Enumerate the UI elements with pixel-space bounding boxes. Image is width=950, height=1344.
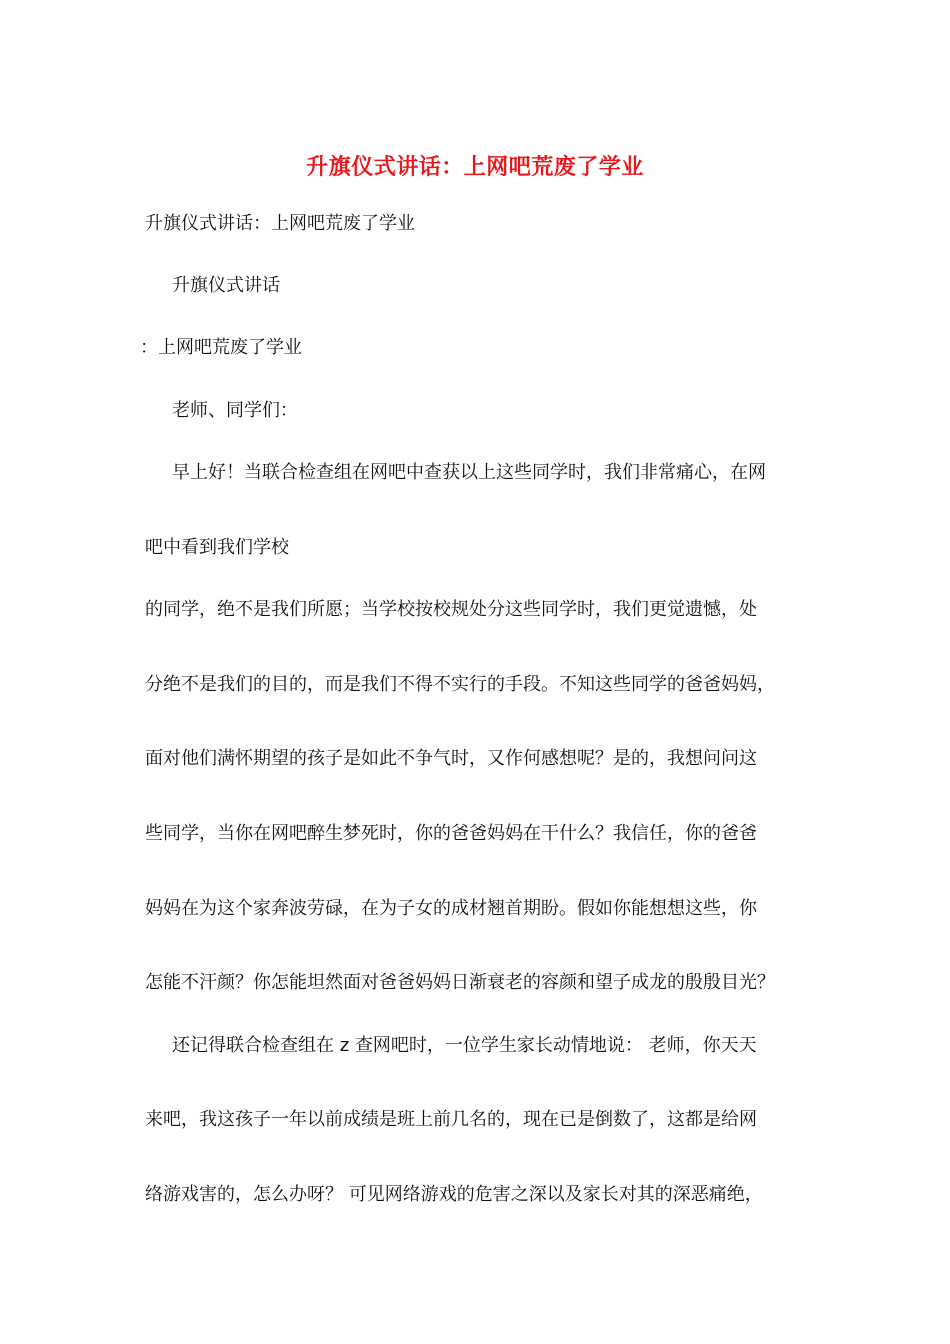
body-line: 早上好！当联合检查组在网吧中查获以上这些同学时，我们非常痛心，在网: [172, 462, 766, 483]
body-line: 分绝不是我们的目的，而是我们不得不实行的手段。不知这些同学的爸爸妈妈，: [145, 674, 775, 695]
body-line-subtitle: 升旗仪式讲话：上网吧荒废了学业: [145, 213, 415, 234]
body-line: 来吧，我这孩子一年以前成绩是班上前几名的，现在已是倒数了，这都是给网: [145, 1109, 757, 1130]
document-title: 升旗仪式讲话：上网吧荒废了学业: [306, 154, 644, 180]
body-line-heading-continued: ：上网吧荒废了学业: [140, 337, 302, 358]
body-line: 妈妈在为这个家奔波劳碌，在为子女的成材翘首期盼。假如你能想想这些，你: [145, 898, 757, 919]
body-line: 些同学，当你在网吧醉生梦死时，你的爸爸妈妈在干什么？我信任，你的爸爸: [145, 823, 757, 844]
body-line: 怎能不汗颜？你怎能坦然面对爸爸妈妈日渐衰老的容颜和望子成龙的殷殷目光？: [145, 972, 775, 993]
body-line-salutation: 老师、同学们：: [172, 400, 298, 421]
body-line: 还记得联合检查组在 z 查网吧时，一位学生家长动情地说： 老师，你天天: [172, 1035, 757, 1056]
body-line-heading: 升旗仪式讲话: [172, 275, 280, 296]
body-line: 的同学，绝不是我们所愿；当学校按校规处分这些同学时，我们更觉遗憾，处: [145, 599, 757, 620]
body-line: 面对他们满怀期望的孩子是如此不争气时，又作何感想呢？是的，我想问问这: [145, 748, 757, 769]
body-line: 吧中看到我们学校: [145, 537, 289, 558]
body-line: 络游戏害的，怎么办呀？ 可见网络游戏的危害之深以及家长对其的深恶痛绝，: [145, 1184, 763, 1205]
